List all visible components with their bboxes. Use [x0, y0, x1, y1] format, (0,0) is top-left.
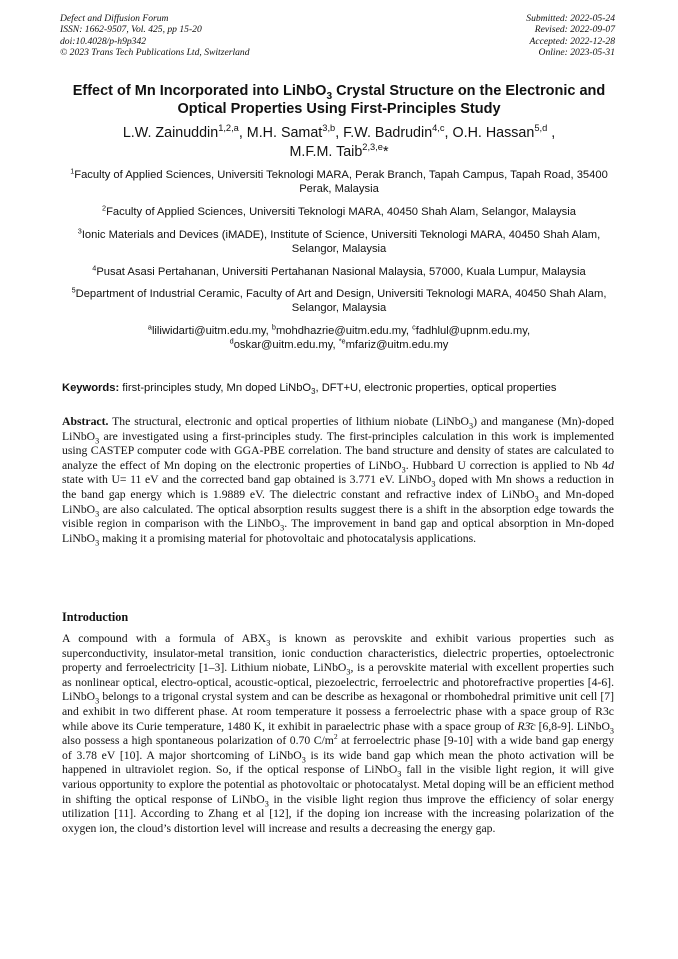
- text-segment: are also calculated. The optical absorption results suggest there is a shift in the absorption edge towards the visible region in comparison with the LiNbO: [62, 502, 614, 531]
- text-segment: 3: [95, 538, 100, 548]
- affiliation: $^3$Ionic Materials and Devices (iMADE), Institute of Science, Universiti Teknologi MARA, 40450 Shah Alam, Selangor, Malaysia: [77, 225, 601, 255]
- text-segment: is its wide band gap which mean the photo activation will be happened in ultraviolet region. So, if the optical response of LiNbO: [62, 748, 614, 777]
- text-segment: is known as perovskite and exhibit various properties such as superconductivity, insulator-metal transition, ionic conduction characteristics, dielectric properties, optoelectronic property and ferroelectricity [1–3]. Lithium niobate, LiNbO: [62, 632, 614, 675]
- author: L.W. Zainuddin$^{1,2,a}$,: [122, 123, 247, 141]
- text-segment: , is a perovskite material with excellent properties such as nonlinear optical, electro-optical, acoustic-optical, piezoelectric, ferroelectric and photorefractive properties [4-6]. LiNbO: [62, 661, 614, 704]
- section-heading-introduction: Introduction: [62, 610, 129, 624]
- journal-name: Defect and Diffusion Forum: [60, 13, 169, 24]
- text-segment: 3: [95, 508, 100, 518]
- text-segment: belongs to a trigonal crystal system and can be describe as hexagonal or rhombohedral primitive unit cell [7] and exhibit in two different phase. At room temperature it possess a ferroelectric phase with a space group of R3c while above its Curie temperature, 1480 K, it exhibit in paraelectric phase with a space group of: [62, 690, 614, 733]
- text-segment: state with U= 11 eV and the corrected band gap obtained is 3.771 eV. LiNbO: [62, 473, 432, 487]
- date-accepted: Accepted: 2022-12-28: [529, 35, 615, 47]
- date-revised: Revised: 2022-09-07: [534, 24, 615, 36]
- text-segment: 3: [534, 494, 539, 504]
- affiliation: $^1$Faculty of Applied Sciences, Universiti Teknologi MARA, Perak Branch, Tapah Campus, Tapah Road, 35400 Perak, Malaysia: [70, 166, 608, 196]
- text-segment: 3: [431, 479, 436, 489]
- text-segment: doped with Mn shows a reduction in the band gap energy which is 1.9889 eV. The dielectric constant and refractive index of LiNbO: [62, 473, 614, 501]
- paper-title: Effect of Mn Incorporated into LiNbO$_3$ Crystal Structure on the Electronic and Optical Properties Using First-Principles Study: [72, 83, 606, 117]
- affiliations: [66, 168, 612, 353]
- abstract-body: [62, 415, 615, 548]
- text-segment: . Hubbard U correction is applied to Nb 4: [405, 458, 609, 472]
- author: F.W. Badrudin$^{4,c}$,: [343, 123, 453, 141]
- author-list: [60, 124, 618, 162]
- text-segment: 3: [266, 638, 271, 648]
- text-segment: 2: [333, 732, 338, 742]
- text-segment: and Mn-doped LiNbO: [62, 487, 614, 516]
- text-segment: 3: [609, 725, 614, 735]
- text-segment: 3: [95, 435, 100, 445]
- author: M.H. Samat$^{3,b}$,: [246, 123, 344, 141]
- text-segment: are investigated using a first-principles study. The first-principles calculation in this work is implemented using CASTEP computer code with GGA-PBE correlation. The band structure and density of states are calculated to analyze the effect of Mn doping on the electronic properties of LiNbO: [62, 429, 614, 472]
- date-submitted: Submitted: 2022-05-24: [526, 13, 615, 24]
- keywords-label: Keywords:: [62, 382, 120, 394]
- date-online: Online: 2023-05-31: [538, 47, 615, 59]
- text-segment: also possess a high spontaneous polarization of 0.70 C/m: [62, 734, 334, 748]
- journal-header-left: [60, 13, 250, 59]
- affiliation: $^4$Pusat Asasi Pertahanan, Universiti Pertahanan Nasional Malaysia, 57000, Kuala Lumpur, Malaysia: [92, 262, 586, 278]
- journal-issn: ISSN: 1662-9507, Vol. 425, pp 15-20: [60, 24, 202, 36]
- affiliation: $^2$Faculty of Applied Sciences, Universiti Teknologi MARA, 40450 Shah Alam, Selangor, Malaysia: [102, 203, 576, 218]
- text-segment: [6,8-9]. LiNbO: [535, 719, 610, 733]
- author: O.H. Hassan$^{5,d}$ ,: [452, 123, 556, 141]
- text-segment: . The improvement in band gap and optical absorption in Mn-doped LiNbO: [62, 517, 615, 545]
- text-segment: 3: [469, 421, 474, 431]
- email-link[interactable]: $^a$liliwidarti@uitm.edu.my: [147, 322, 266, 338]
- text-segment: making it a promising material for photovoltaic and photocatalysis applications.: [99, 531, 477, 545]
- email-link[interactable]: $^c$fadhlul@upnm.edu.my: [412, 322, 527, 338]
- text-segment: 3: [301, 755, 306, 765]
- text-segment: ) and manganese (Mn)-doped LiNbO: [62, 415, 615, 443]
- text-segment: fall in the visible light region, it will give various opportunity to explore the potential as photovoltaic or photocatalyst. Metal doping will be an efficient method in shifting the optical response of LiNbO: [62, 763, 614, 806]
- text-segment: d: [608, 458, 614, 472]
- text-segment: 3: [280, 523, 285, 533]
- keywords: Keywords: first-principles study, Mn doped LiNbO$_3$, DFT+U, electronic properties, optical properties: [62, 382, 557, 397]
- text-segment: R3̄c: [517, 719, 536, 733]
- text-segment: 3: [397, 769, 402, 779]
- email-link[interactable]: $^{*e}$mfariz@uitm.edu.my: [338, 336, 449, 352]
- text-segment: 3: [95, 696, 100, 706]
- email-link[interactable]: $^b$mohdhazrie@uitm.edu.my: [271, 322, 406, 338]
- affiliation: $^5$Department of Industrial Ceramic, Faculty of Art and Design, Universiti Teknologi MARA, 40450 Shah Alam, Selangor, Malaysia: [71, 285, 607, 315]
- abstract-label: Abstract.: [62, 415, 109, 428]
- text-segment: in the visible light region thus improve the efficiency of solar energy utilization [11]. According to Zhang et al [12], if the doping ion increase with the increasing polarization of the oxygen ion, the cloud’s distortion level will increase and results a decreasing the energy gap.: [62, 792, 614, 835]
- author: M.F.M. Taib$^{2,3,e}$*: [289, 142, 389, 160]
- text-segment: 3: [264, 798, 269, 808]
- text-segment: 3: [401, 465, 406, 475]
- text-segment: A compound with a formula of ABX: [62, 632, 267, 645]
- text-segment: The structural, electronic and optical properties of lithium niobate (LiNbO: [108, 415, 469, 428]
- introduction-body: [62, 632, 614, 836]
- abstract: [62, 415, 614, 546]
- journal-header-right: [526, 13, 615, 59]
- email-link[interactable]: $^d$oskar@uitm.edu.my: [229, 336, 333, 352]
- author-emails: $^a$liliwidarti@uitm.edu.my, $^b$mohdhazrie@uitm.edu.my, $^c$fadhlul@upnm.edu.my, $^d$oskar@uitm.edu.my, $^{*e}$mfariz@uitm.edu.my: [147, 322, 531, 352]
- text-segment: 3: [346, 667, 351, 677]
- journal-doi[interactable]: doi:10.4028/p-h9p342: [60, 35, 147, 47]
- journal-copyright: © 2023 Trans Tech Publications Ltd, Switzerland: [60, 47, 250, 59]
- text-segment: at ferroelectric phase [9-10] with a wide band gap energy of 3.78 eV [10]. A major shortcoming of LiNbO: [62, 734, 614, 762]
